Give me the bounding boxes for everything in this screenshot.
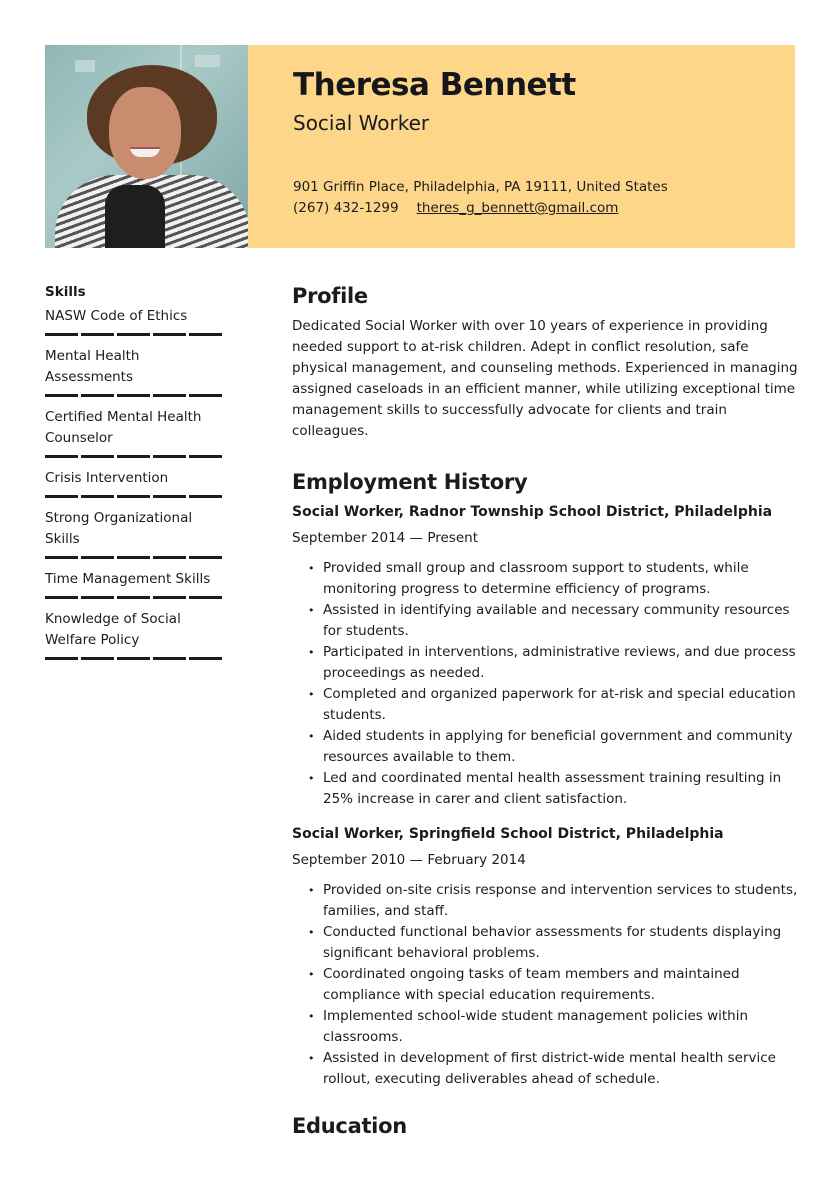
skill-name: NASW Code of Ethics: [45, 308, 188, 324]
job-bullet: • Assisted in development of first district-wide mental health service rollout, executing deliverables ahead of schedule.: [292, 1048, 802, 1090]
address: 901 Griffin Place, Philadelphia, PA 19111, United States: [293, 179, 668, 195]
skill-name: Mental Health Assessments: [45, 348, 140, 385]
skill-item: [45, 306, 225, 336]
skill-item: [45, 508, 225, 559]
job-bullet: • Implemented school-wide student management policies within classrooms.: [292, 1006, 802, 1048]
skills-list: [45, 306, 225, 660]
job-bullets: [292, 880, 802, 1090]
skill-level-bars: [45, 333, 225, 336]
skill-item: [45, 468, 225, 498]
employment-heading: Employment History: [292, 470, 528, 494]
job-bullet: • Provided small group and classroom support to students, while monitoring progress to determine efficiency of programs.: [292, 558, 802, 600]
job-entry: [292, 824, 802, 1090]
photo-background-light: [195, 55, 220, 67]
skill-level-bars: [45, 495, 225, 498]
skill-item: [45, 346, 225, 397]
contact-line: [293, 200, 618, 216]
skill-level-bars: [45, 657, 225, 660]
job-bullet: • Completed and organized paperwork for at-risk and special education students.: [292, 684, 802, 726]
job-entry-dates: September 2010 — February 2014: [292, 852, 526, 868]
resume-header: [45, 45, 795, 248]
education-heading: Education: [292, 1114, 407, 1138]
email-link[interactable]: theres_g_bennett@gmail.com: [416, 200, 619, 216]
job-bullet: • Led and coordinated mental health assessment training resulting in 25% increase in carer and client satisfaction.: [292, 768, 802, 810]
photo-background-light: [75, 60, 95, 72]
profile-summary: Dedicated Social Worker with over 10 years of experience in providing needed support to at-risk children. Adept in conflict resolution, safe physical management, and counseling methods. Experienced in managing assigned caseloads in an efficient manner, while utilizing exceptional time management skills to successfully advocate for clients and train colleagues.: [292, 318, 798, 439]
education-section: [292, 1114, 802, 1138]
skill-name: Crisis Intervention: [45, 470, 169, 486]
profile-heading: Profile: [292, 284, 368, 308]
job-bullet: • Aided students in applying for beneficial government and community resources available to them.: [292, 726, 802, 768]
photo-top: [105, 185, 165, 248]
header-banner: [248, 45, 795, 248]
job-bullet: • Conducted functional behavior assessments for students displaying significant behavioral problems.: [292, 922, 802, 964]
skill-level-bars: [45, 596, 225, 599]
job-title: Social Worker: [293, 111, 430, 135]
skill-name: Strong Organizational Skills: [45, 510, 193, 547]
candidate-name: Theresa Bennett: [293, 67, 576, 103]
skill-item: [45, 407, 225, 458]
skill-item: [45, 569, 225, 599]
job-bullet: • Participated in interventions, administrative reviews, and due process proceedings as needed.: [292, 642, 802, 684]
sidebar: [45, 284, 225, 670]
profile-section: [292, 284, 802, 442]
photo-face: [109, 87, 181, 179]
skills-heading: Skills: [45, 284, 86, 300]
profile-photo: [45, 45, 248, 248]
skill-name: Time Management Skills: [45, 571, 211, 587]
skill-level-bars: [45, 394, 225, 397]
job-bullet: • Coordinated ongoing tasks of team members and maintained compliance with special education requirements.: [292, 964, 802, 1006]
job-bullets: [292, 558, 802, 810]
skill-level-bars: [45, 455, 225, 458]
skill-level-bars: [45, 556, 225, 559]
phone: (267) 432-1299: [293, 200, 399, 216]
employment-section: [292, 470, 802, 1090]
job-entry-dates: September 2014 — Present: [292, 530, 479, 546]
skill-name: Certified Mental Health Counselor: [45, 409, 202, 446]
skill-item: [45, 609, 225, 660]
main-content: [292, 284, 802, 1166]
job-entry-title: Social Worker, Springfield School District, Philadelphia: [292, 826, 724, 842]
skill-name: Knowledge of Social Welfare Policy: [45, 611, 181, 648]
job-bullet: • Provided on-site crisis response and intervention services to students, families, and staff.: [292, 880, 802, 922]
job-bullet: • Assisted in identifying available and necessary community resources for students.: [292, 600, 802, 642]
job-entry-title: Social Worker, Radnor Township School District, Philadelphia: [292, 504, 773, 520]
job-entry: [292, 502, 802, 810]
